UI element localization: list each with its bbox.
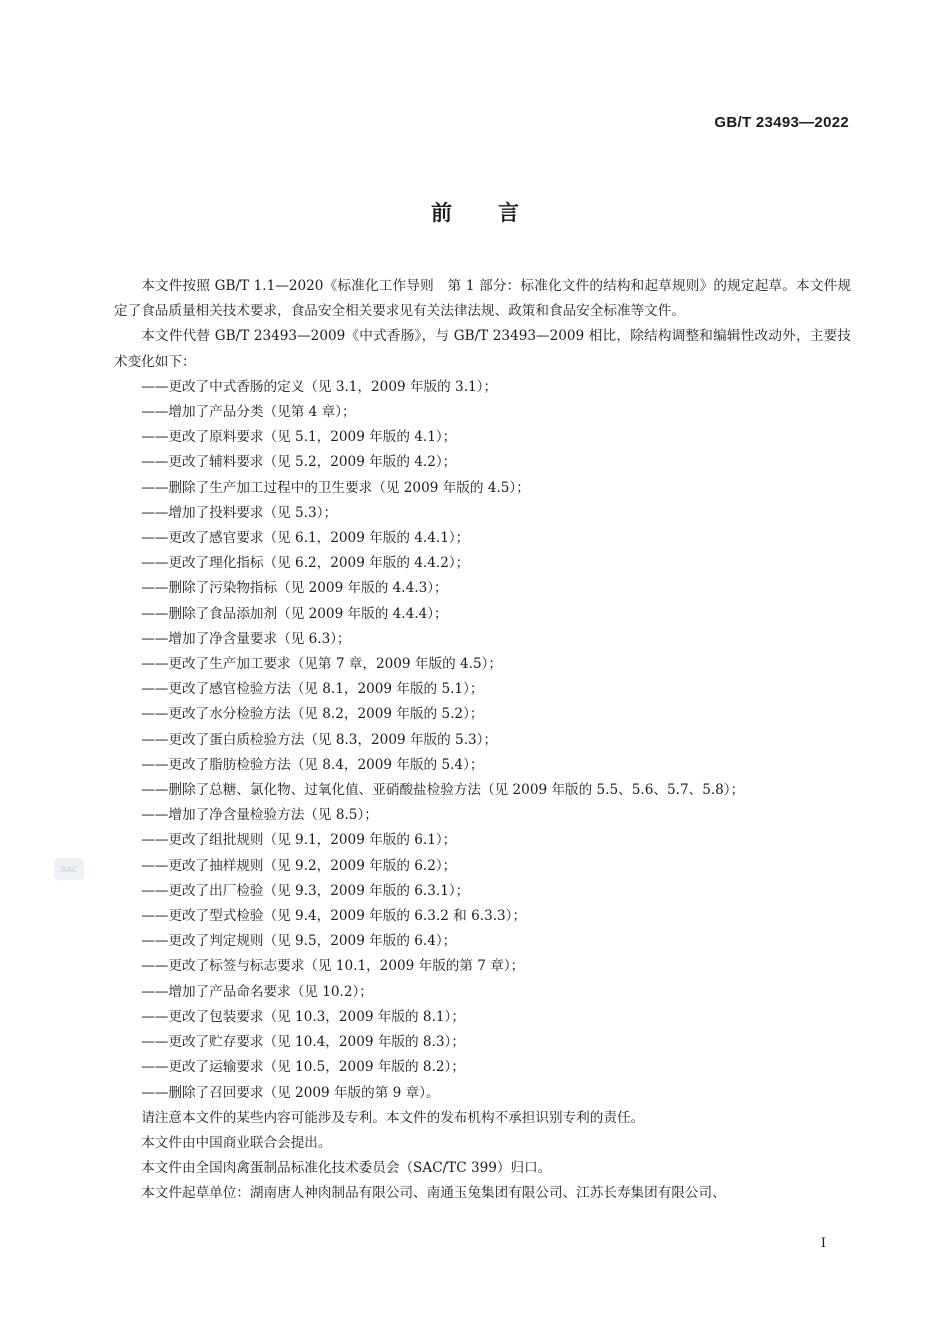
replaces-paragraph: 本文件代替 GB/T 23493—2009《中式香肠》，与 GB/T 23493—2009 相比，除结构调整和编辑性改动外，主要技术变化如下： bbox=[114, 328, 851, 370]
change-item: ——更改了感官检验方法（见 8.1，2009 年版的 5.1）； bbox=[141, 681, 484, 698]
change-item: ——增加了净含量要求（见 6.3）； bbox=[141, 630, 351, 647]
change-item: ——更改了中式香肠的定义（见 3.1，2009 年版的 3.1）； bbox=[141, 378, 498, 395]
change-item: ——更改了型式检验（见 9.4，2009 年版的 6.3.2 和 6.3.3）； bbox=[141, 908, 527, 925]
drafting-units: 本文件起草单位：湖南唐人神肉制品有限公司、南通玉兔集团有限公司、江苏长寿集团有限公司、 bbox=[141, 1185, 726, 1202]
change-item: ——更改了生产加工要求（见第 7 章，2009 年版的 4.5）； bbox=[141, 656, 503, 673]
centralized-by: 本文件由全国肉禽蛋制品标准化技术委员会（SAC/TC 399）归口。 bbox=[141, 1160, 552, 1177]
change-item: ——删除了总糖、氯化物、过氧化值、亚硝酸盐检验方法（见 2009 年版的 5.5、5.6、5.7、5.8）； bbox=[141, 782, 745, 799]
change-item: ——更改了辅料要求（见 5.2，2009 年版的 4.2）； bbox=[141, 454, 457, 471]
change-item: ——更改了感官要求（见 6.1，2009 年版的 4.4.1）； bbox=[141, 530, 470, 547]
change-item: ——更改了出厂检验（见 9.3，2009 年版的 6.3.1）； bbox=[141, 882, 470, 899]
change-item: ——删除了生产加工过程中的卫生要求（见 2009 年版的 4.5）； bbox=[141, 479, 530, 496]
change-item: ——更改了运输要求（见 10.5，2009 年版的 8.2）； bbox=[141, 1059, 465, 1076]
change-item: ——删除了食品添加剂（见 2009 年版的 4.4.4）； bbox=[141, 605, 448, 622]
document-body bbox=[114, 274, 851, 1207]
page-title: 前言 bbox=[431, 201, 565, 225]
change-item: ——更改了蛋白质检验方法（见 8.3，2009 年版的 5.3）； bbox=[141, 731, 498, 748]
page-number: Ⅰ bbox=[820, 1236, 826, 1251]
change-item: ——更改了抽样规则（见 9.2，2009 年版的 6.2）； bbox=[141, 857, 457, 874]
change-item: ——更改了脂肪检验方法（见 8.4，2009 年版的 5.4）； bbox=[141, 756, 484, 773]
change-item: ——更改了标签与标志要求（见 10.1，2009 年版的第 7 章）； bbox=[141, 958, 525, 975]
change-item: ——更改了原料要求（见 5.1，2009 年版的 4.1）； bbox=[141, 429, 457, 446]
change-item: ——更改了包装要求（见 10.3，2009 年版的 8.1）； bbox=[141, 1008, 465, 1025]
change-item: ——更改了贮存要求（见 10.4，2009 年版的 8.3）； bbox=[141, 1034, 465, 1051]
sac-watermark-logo: SAC bbox=[54, 858, 84, 880]
change-item: ——更改了水分检验方法（见 8.2，2009 年版的 5.2）； bbox=[141, 706, 484, 723]
changes-list bbox=[114, 375, 851, 1106]
change-item: ——更改了理化指标（见 6.2，2009 年版的 4.4.2）； bbox=[141, 555, 470, 572]
change-item: ——删除了污染物指标（见 2009 年版的 4.4.3）； bbox=[141, 580, 448, 597]
change-item: ——更改了组批规则（见 9.1，2009 年版的 6.1）； bbox=[141, 832, 457, 849]
change-item: ——增加了净含量检验方法（见 8.5）； bbox=[141, 807, 378, 824]
change-item: ——更改了判定规则（见 9.5，2009 年版的 6.4）； bbox=[141, 933, 457, 950]
patent-notice: 请注意本文件的某些内容可能涉及专利。本文件的发布机构不承担识别专利的责任。 bbox=[141, 1109, 645, 1126]
intro-paragraph: 本文件按照 GB/T 1.1—2020《标准化工作导则 第 1 部分：标准化文件的结构和起草规则》的规定起草。本文件规定了食品质量相关技术要求，食品安全相关要求见有关法律法规、政策和食品安全标准等文件。 bbox=[114, 278, 851, 320]
change-item: ——删除了召回要求（见 2009 年版的第 9 章）。 bbox=[141, 1084, 440, 1101]
change-item: ——增加了产品分类（见第 4 章）； bbox=[141, 404, 356, 421]
proposed-by: 本文件由中国商业联合会提出。 bbox=[141, 1134, 332, 1151]
change-item: ——增加了投料要求（见 5.3）； bbox=[141, 504, 338, 521]
standard-code: GB/T 23493—2022 bbox=[714, 114, 849, 131]
change-item: ——增加了产品命名要求（见 10.2）； bbox=[141, 983, 373, 1000]
